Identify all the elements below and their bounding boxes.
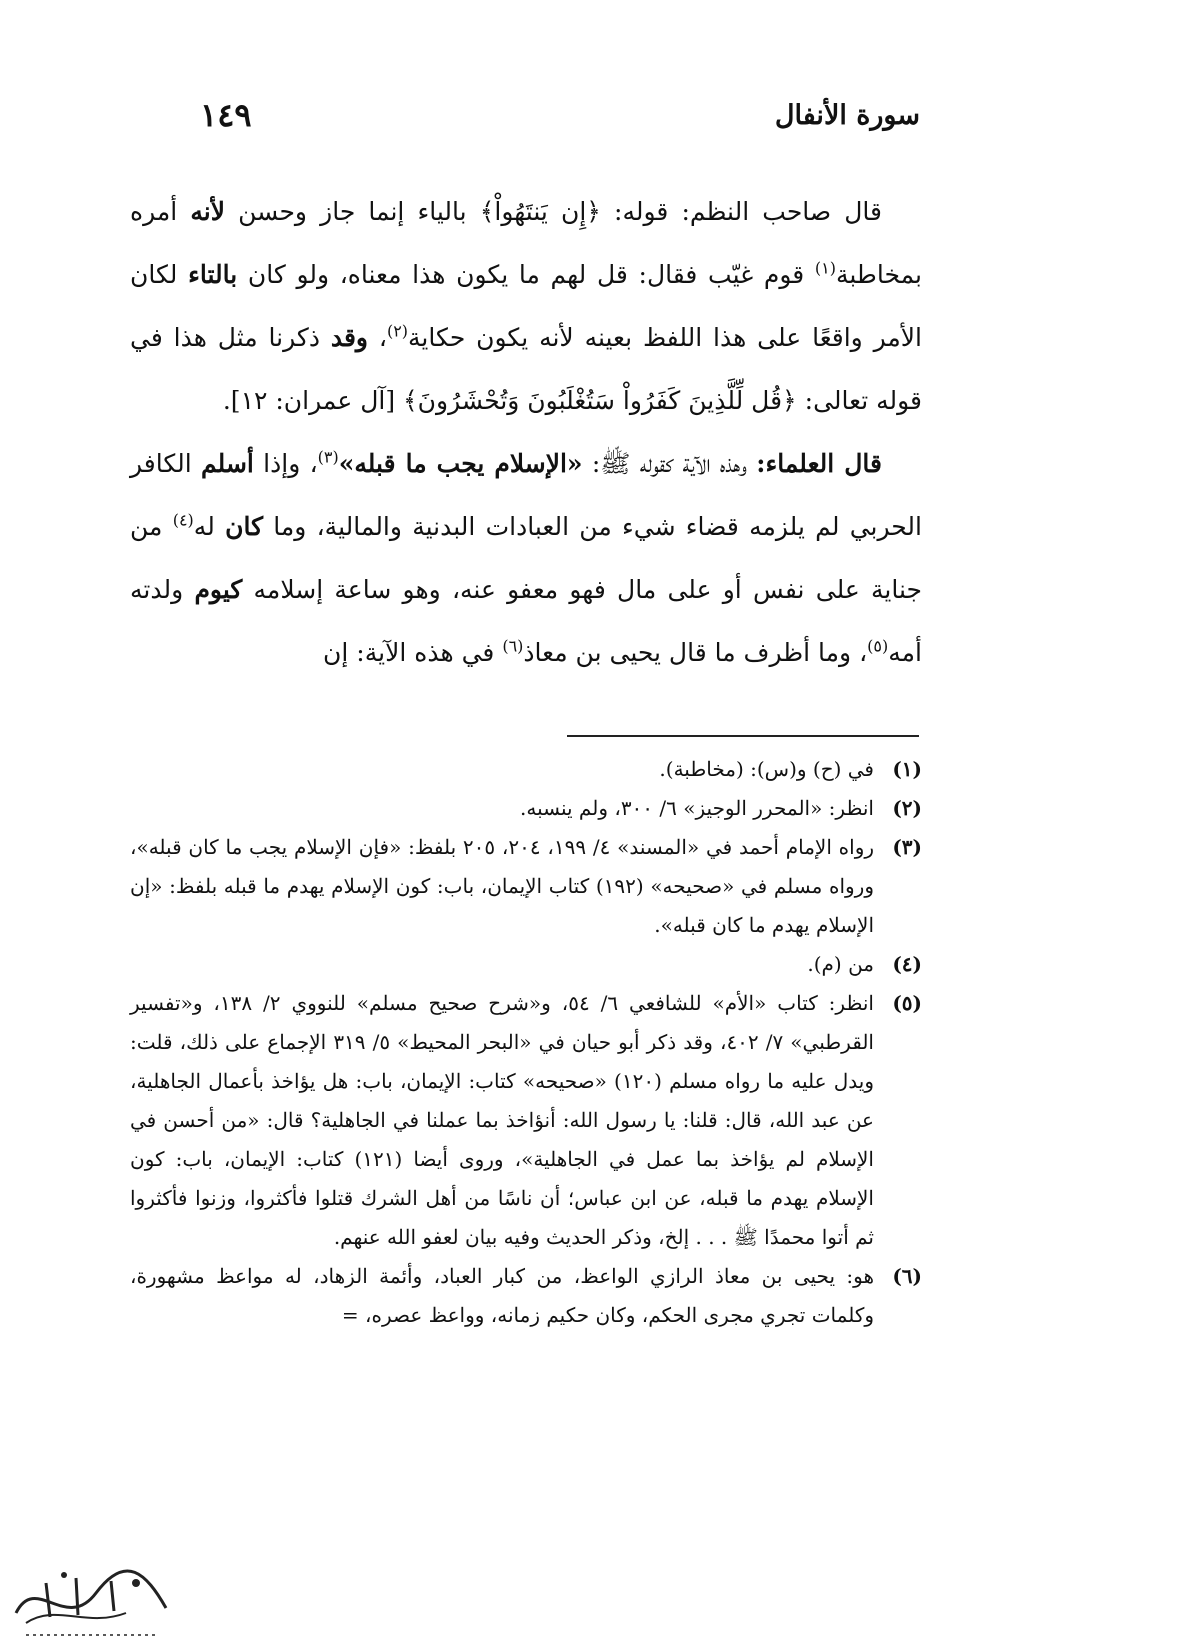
footnote-text: هو: يحيى بن معاذ الرازي الواعظ، من كبار العباد، وأئمة الزهاد، له مواعظ مشهورة، وكلمات تجري مجرى الحكم، وكان حكيم زمانه، وواعظ عصره، =: [130, 1264, 874, 1327]
page-header: [200, 96, 920, 146]
text-run: ، وما أظرف ما قال يحيى بن معاذ: [523, 638, 868, 667]
bold-run: أسلم: [201, 449, 254, 478]
main-text: [130, 180, 922, 684]
footnote-ref-3[interactable]: (٣): [317, 447, 339, 467]
footnote-number: (١): [892, 757, 922, 781]
footnote-3: [130, 828, 922, 945]
text-run: ذكرنا مثل هذا في قوله تعالى: ﴿قُل لِّلَّذِينَ كَفَرُواْ سَتُغْلَبُونَ وَتُحْشَرُونَ﴾ [آل عمران: ١٢].: [130, 323, 922, 415]
text-run: ولدته أمه: [130, 575, 922, 667]
footnote-ref-4[interactable]: (٤): [172, 510, 194, 530]
text-run: قال صاحب النظم: قوله: ﴿إِن يَنتَهُواْ﴾ بالياء إنما جاز وحسن: [225, 197, 882, 226]
bold-run: بالتاء: [188, 260, 238, 289]
footnote-5: [130, 984, 922, 1257]
library-seal-logo: [6, 1553, 176, 1645]
footnote-ref-1[interactable]: (١): [814, 258, 836, 278]
surah-title: سورة الأنفال: [774, 100, 920, 131]
text-run: لكان الأمر واقعًا على هذا اللفظ بعينه لأنه يكون حكاية: [130, 260, 922, 352]
bold-run: قال العلماء:: [756, 449, 883, 478]
bold-run: كيوم: [194, 575, 243, 604]
text-run: وهذه الآية كقوله ﷺ:: [582, 449, 757, 478]
footnote-number: (٢): [892, 796, 922, 820]
text-run: ، وإذا: [253, 449, 318, 478]
footnote-4: [130, 945, 922, 984]
footnote-divider: [567, 735, 919, 737]
text-run: ،: [367, 323, 387, 352]
footnote-2: [130, 789, 922, 828]
footnote-text: من (م).: [807, 952, 874, 976]
footnote-number: (٥): [892, 991, 922, 1015]
text-run: أمره بمخاطبة: [130, 197, 922, 289]
footnotes: [130, 750, 922, 1335]
bold-run: كان: [225, 512, 263, 541]
text-run: في هذه الآية: إن: [323, 638, 503, 667]
footnote-text: انظر: كتاب «الأم» للشافعي ٦/ ٥٤، و«شرح صحيح مسلم» للنووي ٢/ ١٣٨، و«تفسير القرطبي» ٧/ ٤٠٢، وقد ذكر أبو حيان في «البحر المحيط» ٥/ ٣١٩ الإجماع على ذلك، قلت: ويدل عليه ما رواه مسلم (١٢٠) «صحيحه» كتاب: الإيمان، باب: هل يؤاخذ بأعمال الجاهلية، عن عبد الله، قال: قلنا: يا رسول الله: أنؤاخذ بما عملنا في الجاهلية؟ قال: «من أحسن في الإسلام لم يؤاخذ بما عمل في الجاهلية»، وروى أيضا (١٢١) كتاب: الإيمان، باب: كون الإسلام يهدم ما قبله، عن ابن عباس؛ أن ناسًا من أهل الشرك قتلوا فأكثروا، وزنوا فأكثروا ثم أتوا محمدًا ﷺ . . . إلخ، وذكر الحديث وفيه بيان لعفو الله عنهم.: [130, 991, 874, 1249]
footnote-number: (٦): [892, 1264, 922, 1288]
footnote-1: [130, 750, 922, 789]
footnote-text: في (ح) و(س): (مخاطبة).: [659, 757, 874, 781]
page-number: ١٤٩: [200, 96, 252, 134]
footnote-number: (٣): [892, 835, 922, 859]
paragraph-2: [130, 432, 922, 684]
paragraph-1: [130, 180, 922, 432]
footnote-ref-5[interactable]: (٥): [867, 636, 889, 656]
footnote-text: رواه الإمام أحمد في «المسند» ٤/ ١٩٩، ٢٠٤، ٢٠٥ بلفظ: «فإن الإسلام يجب ما كان قبله»، ورواه مسلم في «صحيحه» (١٩٢) كتاب الإيمان، باب: كون الإسلام يهدم ما قبله بلفظ: «إن الإسلام يهدم ما كان قبله».: [130, 835, 875, 937]
footnote-text: انظر: «المحرر الوجيز» ٦/ ٣٠٠، ولم ينسبه.: [520, 796, 874, 820]
footnote-number: (٤): [892, 952, 922, 976]
footnote-ref-2[interactable]: (٢): [386, 321, 409, 341]
bold-run: وقد: [330, 323, 368, 352]
text-run: له: [193, 512, 226, 541]
text-run: الكافر الحربي لم يلزمه قضاء شيء من العبادات البدنية والمالية، وما: [130, 449, 922, 541]
hadith-quote: «الإسلام يجب ما قبله»: [338, 449, 583, 478]
footnote-6: [130, 1257, 922, 1335]
footnote-ref-6[interactable]: (٦): [502, 636, 524, 656]
bold-run: لأنه: [190, 197, 225, 226]
text-run: من جناية على نفس أو على مال فهو معفو عنه، وهو ساعة إسلامه: [130, 512, 922, 604]
text-run: قوم غيّب فقال: قل لهم ما يكون هذا معناه، ولو كان: [237, 260, 815, 289]
